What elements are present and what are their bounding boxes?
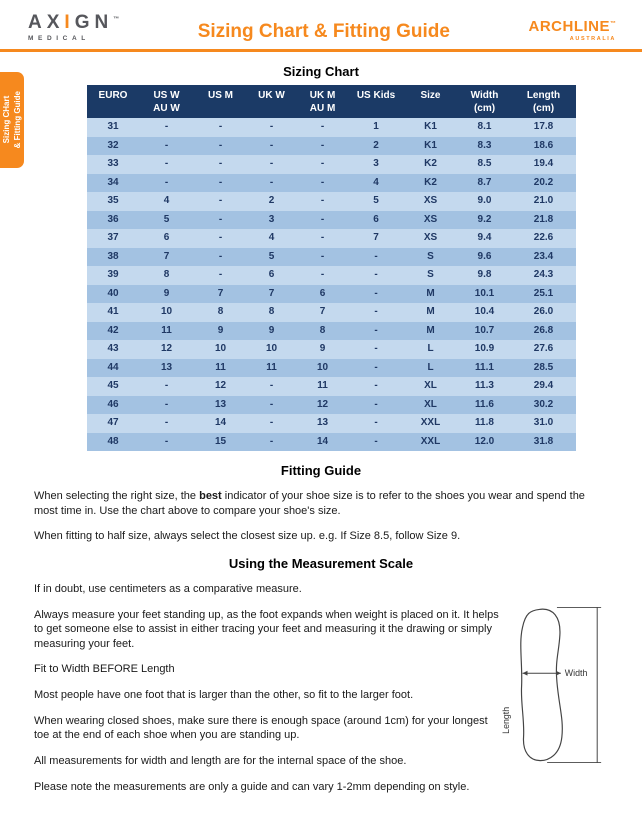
table-cell: 44	[107, 361, 119, 373]
table-cell: 11	[266, 361, 277, 373]
table-cell: 9	[163, 287, 170, 299]
axign-right: GN	[74, 12, 114, 33]
table-cell: -	[164, 121, 169, 132]
table-cell: 9.4	[477, 232, 492, 243]
table-cell: 48	[107, 435, 119, 447]
table-cell: 13	[214, 398, 227, 410]
table-cell: 4	[163, 195, 170, 206]
column-header: UK W	[247, 85, 296, 118]
table-cell: 9.8	[477, 269, 492, 280]
table-cell: 32	[107, 139, 119, 151]
table-row	[87, 137, 576, 156]
table-cell: -	[269, 121, 274, 132]
table-cell: K2	[424, 158, 437, 169]
table-cell: 8	[163, 269, 170, 280]
table-cell: -	[218, 250, 223, 262]
archline-logo	[528, 13, 616, 42]
table-cell: K1	[424, 139, 437, 151]
table-cell: 37	[107, 232, 119, 243]
table-row	[87, 303, 576, 322]
table-cell: L	[427, 343, 434, 354]
table-cell: -	[218, 139, 223, 151]
table-row	[87, 340, 576, 359]
table-cell: 7	[217, 287, 224, 299]
table-cell: -	[269, 176, 274, 188]
table-cell: -	[218, 213, 223, 225]
table-cell: M	[426, 324, 435, 336]
table-cell: 2	[268, 195, 275, 206]
table-cell: 4	[373, 176, 379, 188]
measurement-paragraph: When wearing closed shoes, make sure there is enough space (around 1cm) for your longest toe at the end of each shoe when you are standing up.	[34, 714, 488, 742]
table-cell: 21.8	[533, 213, 554, 225]
axign-wordmark	[28, 13, 119, 32]
column-header: Size	[403, 85, 458, 118]
table-cell: XS	[423, 195, 438, 206]
length-label: Length	[500, 706, 511, 734]
table-cell: M	[426, 306, 435, 317]
side-tab	[0, 72, 24, 168]
table-cell: -	[374, 380, 378, 391]
table-cell: 1	[373, 121, 379, 132]
table-cell: 20.2	[533, 176, 554, 188]
table-cell: 6	[163, 232, 170, 243]
table-cell: -	[374, 287, 378, 299]
table-cell: 10	[265, 343, 278, 354]
table-cell: -	[374, 324, 378, 336]
table-cell: 26.0	[533, 306, 554, 317]
table-cell: 11.8	[475, 417, 494, 428]
table-cell: -	[218, 269, 223, 280]
table-cell: 10	[214, 343, 227, 354]
table-cell: 47	[107, 417, 119, 428]
width-arrow-left	[523, 671, 528, 676]
table-row	[87, 266, 576, 285]
table-cell: 23.4	[533, 250, 554, 262]
table-cell: -	[218, 121, 223, 132]
column-header: US M	[194, 85, 247, 118]
table-cell: -	[164, 176, 169, 188]
table-cell: 19.4	[533, 158, 554, 169]
content	[0, 463, 642, 794]
table-cell: XS	[423, 232, 438, 243]
fitting-guide-title: Fitting Guide	[280, 463, 362, 478]
table-row	[87, 414, 576, 433]
table-row	[87, 359, 576, 378]
table-cell: -	[218, 176, 223, 188]
table-cell: -	[164, 435, 169, 447]
table-cell: 12	[160, 343, 173, 354]
column-header: Length (cm)	[511, 85, 576, 118]
table-cell: -	[269, 158, 274, 169]
table-cell: 5	[373, 195, 379, 206]
table-cell: 45	[107, 380, 119, 391]
table-cell: K2	[424, 176, 437, 188]
table-cell: -	[320, 195, 325, 206]
archline-tm: ™	[609, 21, 616, 27]
measurement-paragraph: Always measure your feet standing up, as the foot expands when weight is placed on it. It helps to get someone else to assist in either tracing your feet and measuring it the drawing or simply measuring your feet.	[34, 608, 499, 650]
table-cell: -	[164, 398, 169, 410]
side-tab-label: Sizing CHart & Fitting Guide	[2, 91, 22, 149]
table-cell: XXL	[420, 435, 441, 447]
table-cell: 3	[373, 158, 379, 169]
measurement-paragraphs	[34, 571, 500, 794]
table-cell: -	[320, 158, 325, 169]
table-cell: -	[218, 232, 223, 243]
foot-outline	[521, 609, 563, 760]
column-header: EURO	[87, 85, 139, 118]
table-row	[87, 396, 576, 415]
table-cell: -	[269, 380, 274, 391]
table-row	[87, 118, 576, 137]
table-cell: XXL	[420, 417, 441, 428]
table-row	[87, 155, 576, 174]
width-arrow-right	[556, 671, 561, 676]
table-cell: 36	[107, 213, 119, 225]
table-cell: 12	[214, 380, 227, 391]
table-cell: -	[269, 435, 274, 447]
table-cell: L	[427, 361, 434, 373]
table-cell: 8.7	[477, 176, 492, 188]
paragraph-bold-text: best	[199, 490, 222, 502]
table-cell: -	[374, 269, 378, 280]
table-cell: 12.0	[474, 435, 495, 447]
column-header: US W AU W	[139, 85, 194, 118]
table-cell: -	[320, 232, 325, 243]
fitting-guide-paragraph-1	[34, 489, 608, 518]
width-label: Width	[564, 668, 588, 679]
table-cell: 35	[107, 195, 119, 206]
foot-outline-illustration	[500, 599, 608, 771]
table-cell: -	[164, 158, 169, 169]
table-cell: 10	[160, 306, 173, 317]
table-cell: S	[427, 250, 434, 262]
table-row	[87, 377, 576, 396]
table-row	[87, 211, 576, 230]
table-cell: 24.3	[533, 269, 554, 280]
axign-logo	[28, 13, 119, 42]
table-cell: 34	[107, 176, 119, 188]
table-cell: 9.2	[477, 213, 492, 225]
table-cell: 9.0	[477, 195, 492, 206]
table-cell: 38	[107, 250, 119, 262]
table-cell: -	[374, 343, 378, 354]
table-cell: 10.4	[474, 306, 495, 317]
table-cell: K1	[424, 121, 437, 132]
table-cell: 10.1	[474, 287, 495, 299]
table-cell: XL	[424, 380, 437, 391]
table-cell: 11	[161, 324, 172, 336]
table-cell: 17.8	[533, 121, 554, 132]
header-rule	[0, 49, 642, 52]
table-cell: -	[374, 361, 378, 373]
table-cell: -	[320, 250, 325, 262]
measurement-paragraph: Please note the measurements are only a guide and can vary 1-2mm depending on style.	[34, 780, 470, 793]
table-cell: 46	[107, 398, 119, 410]
table-cell: 6	[319, 287, 326, 299]
table-cell: 11	[215, 361, 226, 373]
table-cell: 10	[316, 361, 329, 373]
table-cell: 33	[107, 158, 119, 169]
table-header-row	[87, 85, 576, 118]
table-cell: 11	[317, 380, 328, 391]
axign-left: AX	[28, 12, 65, 33]
table-cell: 13	[316, 417, 329, 428]
table-cell: -	[269, 398, 274, 410]
table-cell: 14	[214, 417, 227, 428]
sizing-table	[87, 85, 576, 451]
table-row	[87, 285, 576, 304]
sizing-chart-title: Sizing Chart	[283, 64, 359, 79]
table-row	[87, 192, 576, 211]
table-cell: 42	[107, 324, 119, 336]
table-cell: -	[374, 435, 378, 447]
header	[0, 0, 642, 47]
page-title: Sizing Chart & Fitting Guide	[197, 21, 450, 42]
table-cell: -	[164, 380, 169, 391]
measurement-paragraph: Fit to Width BEFORE Length	[34, 663, 175, 676]
table-cell: M	[426, 287, 435, 299]
table-cell: XL	[424, 398, 437, 410]
table-cell: -	[320, 213, 325, 225]
table-cell: 7	[268, 287, 275, 299]
table-cell: 39	[107, 269, 119, 280]
measurement-paragraph: If in doubt, use centimeters as a comparative measure.	[34, 582, 302, 595]
measurement-paragraph: Most people have one foot that is larger than the other, so fit to the larger foot.	[34, 689, 414, 701]
column-header: Width (cm)	[458, 85, 511, 118]
table-cell: -	[320, 139, 325, 151]
table-cell: -	[164, 417, 169, 428]
column-header: UK M AU M	[296, 85, 349, 118]
axign-tm: ™	[113, 16, 120, 23]
table-cell: 10.9	[474, 343, 495, 354]
table-cell: -	[320, 121, 325, 132]
table-cell: 7	[373, 232, 379, 243]
table-cell: 8	[217, 306, 224, 317]
table-cell: 25.1	[533, 287, 554, 299]
measurement-section	[34, 571, 608, 794]
table-cell: 2	[373, 139, 379, 151]
table-cell: 8	[319, 324, 326, 336]
table-cell: 13	[160, 361, 173, 373]
table-cell: 21.0	[533, 195, 554, 206]
table-cell: 18.6	[533, 139, 554, 151]
measurement-paragraph: All measurements for width and length are for the internal space of the shoe.	[34, 754, 407, 767]
table-cell: -	[374, 250, 378, 262]
axign-medical-label: MEDICAL	[28, 35, 90, 42]
table-cell: 40	[107, 287, 119, 299]
table-cell: -	[374, 306, 378, 317]
table-cell: 8	[268, 306, 275, 317]
table-row	[87, 433, 576, 452]
table-cell: -	[320, 176, 325, 188]
table-cell: -	[164, 139, 169, 151]
measurement-title: Using the Measurement Scale	[228, 555, 414, 571]
table-cell: -	[269, 417, 274, 428]
fitting-guide-paragraph-2: When fitting to half size, always select the closest size up. e.g. If Size 8.5, follow Size 9.	[34, 530, 461, 543]
table-cell: 30.2	[533, 398, 554, 410]
archline-wordmark	[528, 19, 616, 34]
table-cell: 14	[316, 435, 329, 447]
archline-australia-label: AUSTRALIA	[569, 36, 616, 42]
table-cell: 15	[214, 435, 227, 447]
table-cell: 31.0	[533, 417, 554, 428]
table-cell: -	[218, 158, 223, 169]
axign-i: I	[64, 12, 75, 33]
table-cell: XS	[423, 213, 438, 225]
table-cell: 7	[163, 250, 170, 262]
table-row	[87, 229, 576, 248]
paragraph-text: When selecting the right size, the	[34, 490, 200, 502]
table-cell: 41	[107, 306, 119, 317]
table-row	[87, 322, 576, 341]
table-row	[87, 248, 576, 267]
table-cell: 27.6	[533, 343, 554, 354]
archline-word: ARCHLINE	[528, 18, 610, 35]
table-cell: 9	[268, 324, 275, 336]
table-cell: -	[269, 139, 274, 151]
table-cell: 6	[268, 269, 275, 280]
table-cell: 8.3	[477, 139, 492, 151]
table-cell: -	[374, 417, 378, 428]
table-cell: 6	[373, 213, 379, 225]
table-cell: 9	[319, 343, 326, 354]
table-cell: 8.1	[477, 121, 492, 132]
table-cell: 8.5	[477, 158, 492, 169]
table-cell: -	[218, 195, 223, 206]
table-cell: -	[374, 398, 378, 410]
table-cell: -	[320, 269, 325, 280]
table-cell: 4	[268, 232, 275, 243]
table-cell: 43	[107, 343, 119, 354]
table-cell: 11.3	[475, 380, 494, 391]
table-cell: S	[427, 269, 434, 280]
table-cell: 28.5	[533, 361, 554, 373]
table-cell: 29.4	[533, 380, 554, 391]
table-cell: 26.8	[533, 324, 554, 336]
table-cell: 31.8	[533, 435, 554, 447]
table-row	[87, 174, 576, 193]
table-cell: 31	[107, 121, 119, 132]
table-cell: 5	[163, 213, 170, 225]
paragraph-text: indicator of your shoe size is to refer to the shoes you wear and spend the most time in. Use the chart above to compare your shoe's size.	[34, 490, 585, 517]
table-cell: 11.6	[475, 398, 494, 410]
table-cell: 10.7	[474, 324, 495, 336]
table-cell: 7	[319, 306, 326, 317]
table-cell: 5	[268, 250, 275, 262]
foot-measurement-diagram	[500, 571, 608, 771]
table-cell: 9	[217, 324, 224, 336]
table-cell: 3	[268, 213, 275, 225]
table-cell: 11.1	[475, 361, 494, 373]
table-cell: 9.6	[477, 250, 492, 262]
table-cell: 12	[316, 398, 329, 410]
column-header: US Kids	[349, 85, 403, 118]
table-cell: 22.6	[533, 232, 554, 243]
